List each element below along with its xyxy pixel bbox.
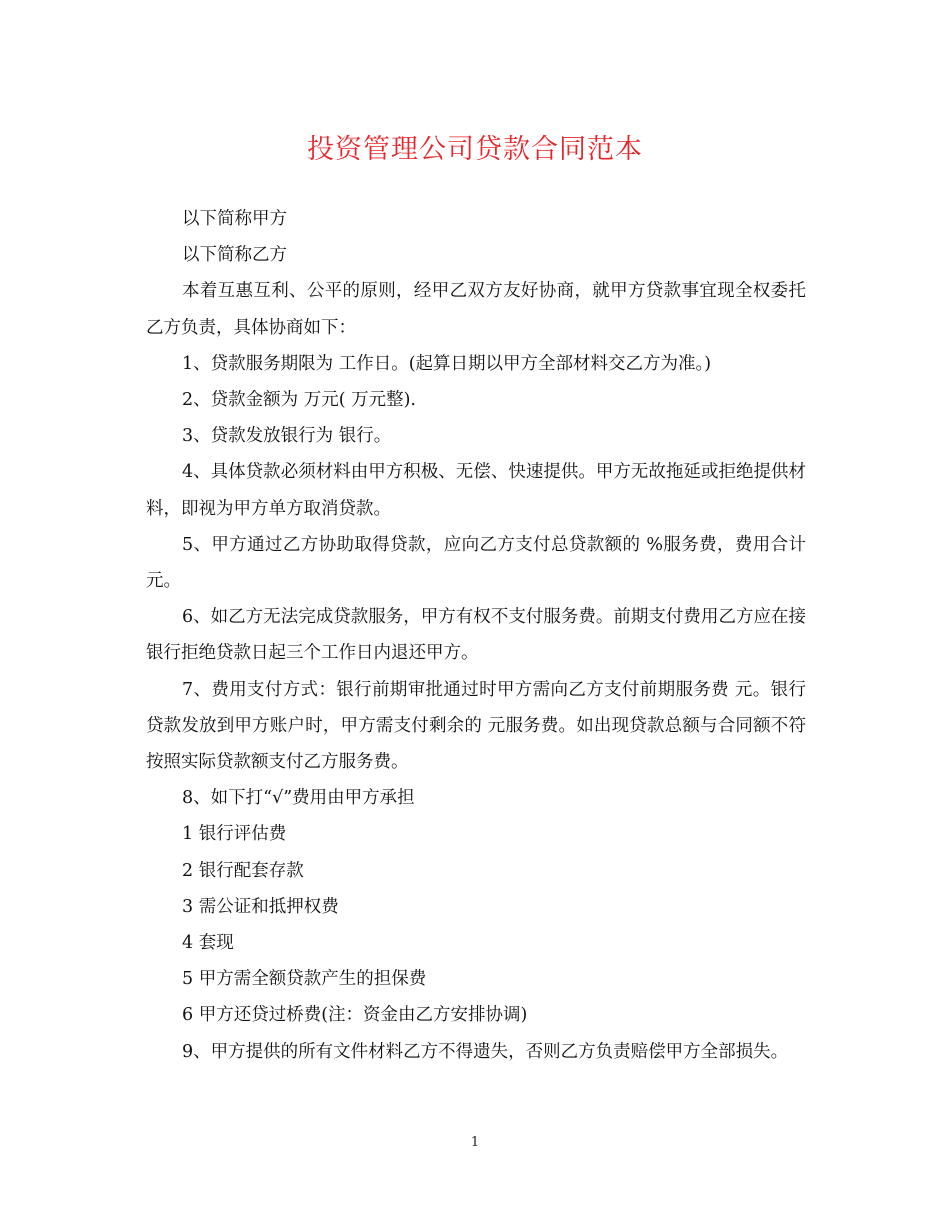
clause-6: 6、如乙方无法完成贷款服务，甲方有权不支付服务费。前期支付费用乙方应在接银行拒绝贷款日起三个工作日内退还甲方。 [146, 607, 806, 664]
clause-2: 2、贷款金额为 万元( 万元整). [182, 390, 416, 411]
party-a-line: 以下简称甲方 [182, 209, 287, 229]
preamble-paragraph: 本着互惠互利、公平的原则，经甲乙双方友好协商，就甲方贷款事宜现全权委托乙方负责，具体协商如下： [146, 281, 806, 338]
fee-item-5: 5 甲方需全额贷款产生的担保费 [182, 969, 427, 990]
fee-item-2: 2 银行配套存款 [182, 860, 304, 881]
fee-item-4: 4 套现 [182, 933, 234, 954]
clause-5: 5、甲方通过乙方协助取得贷款，应向乙方支付总贷款额的 %服务费，费用合计 元。 [146, 534, 806, 592]
document-title: 投资管理公司贷款合同范本 [307, 134, 643, 165]
fee-item-3: 3 需公证和抵押权费 [182, 896, 339, 917]
document-body [146, 201, 806, 1070]
fee-item-6: 6 甲方还贷过桥费(注：资金由乙方安排协调) [182, 1005, 528, 1026]
clause-7: 7、费用支付方式：银行前期审批通过时甲方需向乙方支付前期服务费 元。银行贷款发放到甲方账户时，甲方需支付剩余的 元服务费。如出现贷款总额与合同额不符按照实际贷款额支付乙方服务费。 [146, 679, 806, 773]
page-number: 1 [470, 1135, 480, 1150]
party-b-line: 以下简称乙方 [182, 245, 287, 266]
clause-4: 4、具体贷款必须材料由甲方积极、无偿、快速提供。甲方无故拖延或拒绝提供材料，即视为甲方单方取消贷款。 [146, 462, 806, 519]
clause-3: 3、贷款发放银行为 银行。 [182, 426, 392, 447]
clause-9: 9、甲方提供的所有文件材料乙方不得遗失，否则乙方负责赔偿甲方全部损失。 [182, 1041, 789, 1062]
fee-item-1: 1 银行评估费 [182, 824, 287, 845]
clause-1: 1、贷款服务期限为 工作日。(起算日期以甲方全部材料交乙方为准。) [182, 353, 712, 374]
clause-8: 8、如下打“√”费用由甲方承担 [182, 788, 415, 809]
